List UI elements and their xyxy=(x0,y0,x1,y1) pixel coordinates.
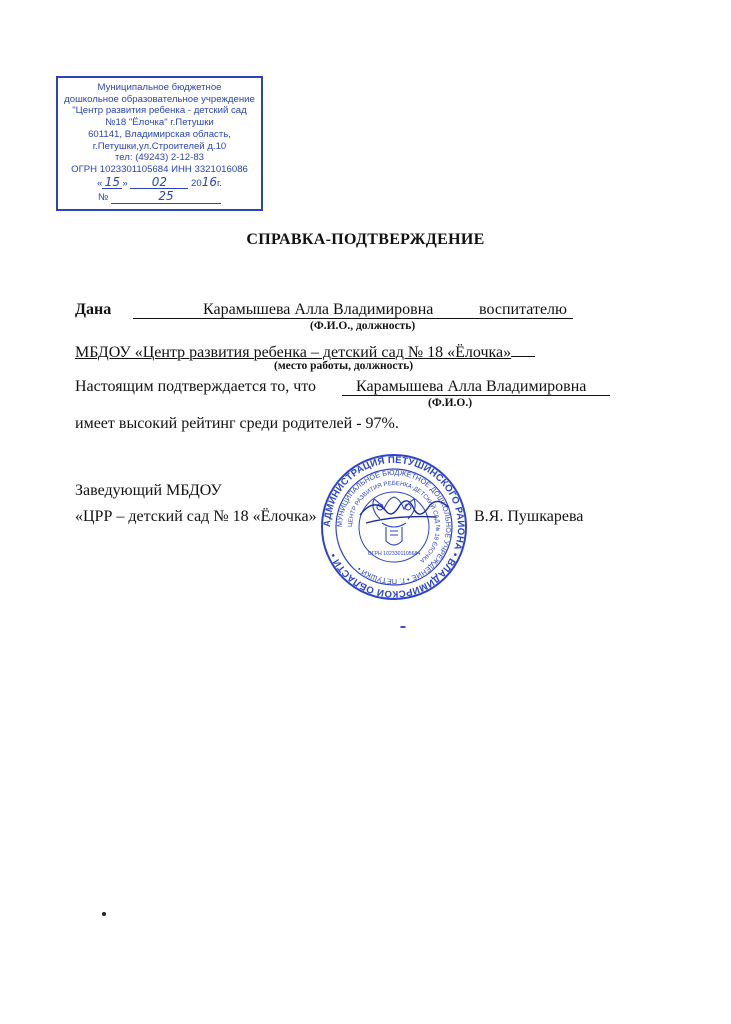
stamp-line: "Центр развития ребенка - детский сад xyxy=(72,105,247,117)
caption-workplace: (место работы, должность) xyxy=(274,360,414,372)
stamp-date: « 15 » 02 2016г. xyxy=(97,174,222,189)
head-title: Заведующий МБДОУ xyxy=(75,482,222,499)
registration-stamp xyxy=(56,76,263,211)
speck xyxy=(102,912,106,916)
given-label: Дана xyxy=(75,301,112,318)
stamp-line: №18 "Ёлочка" г.Петушки xyxy=(105,117,214,129)
stamp-year-prefix: 20 xyxy=(191,177,202,189)
caption-name-position: (Ф.И.О., должность) xyxy=(310,320,416,332)
seal-outer-text: АДМИНИСТРАЦИЯ ПЕТУШИНСКОГО РАЙОНА • ВЛАДИМИРСКОЙ ОБЛАСТИ • xyxy=(321,454,467,600)
stamp-year-end: г. xyxy=(216,177,222,189)
workplace-underline-tail xyxy=(511,341,535,357)
stamp-year-suffix: 16 xyxy=(201,174,217,189)
seal-inner-text: МУНИЦИПАЛЬНОЕ БЮДЖЕТНОЕ ДОШКОЛЬНОЕ УЧРЕЖДЕНИЕ • Г. ПЕТУШКИ • xyxy=(334,467,454,587)
workplace-text: МБДОУ «Центр развития ребенка – детский сад № 18 «Ёлочка» xyxy=(75,344,512,361)
seal-ring3-text: ЦЕНТР РАЗВИТИЯ РЕБЕНКА-ДЕТСКИЙ САД № 18 ЁЛОЧКА xyxy=(347,480,441,564)
stamp-number-line xyxy=(58,191,261,204)
stamp-line: Муниципальное бюджетное xyxy=(97,82,222,93)
seal-ogrn: ОГРН 1023301105684 xyxy=(367,551,421,557)
confirm-text: Настоящим подтверждается то, что xyxy=(75,378,317,395)
person-position: воспитателю xyxy=(479,301,567,318)
head-org: «ЦРР – детский сад № 18 «Ёлочка» xyxy=(75,508,317,525)
speck xyxy=(400,626,406,628)
official-round-seal xyxy=(320,453,468,601)
stamp-number-label: № xyxy=(98,192,109,204)
rating-line: имеет высокий рейтинг среди родителей - 97%. xyxy=(75,415,399,432)
stamp-line: дошкольное образовательное учреждение xyxy=(64,93,255,105)
stamp-number: 25 xyxy=(111,191,221,204)
stamp-line: ОГРН 1023301105684 ИНН 3321016086 xyxy=(71,163,248,175)
stamp-line: тел: (49243) 2-12-83 xyxy=(114,152,205,164)
person-name: Карамышева Алла Владимировна xyxy=(203,301,434,318)
eagle-emblem-icon xyxy=(373,497,415,545)
workplace-line xyxy=(75,341,535,362)
stamp-line: 601141, Владимирская область, xyxy=(88,128,231,140)
head-name: В.Я. Пушкарева xyxy=(474,508,584,525)
stamp-day: 15 xyxy=(102,177,122,190)
confirm-name: Карамышева Алла Владимировна xyxy=(356,378,587,395)
confirm-line xyxy=(75,378,316,396)
stamp-line: г.Петушки,ул.Строителей д.10 xyxy=(92,140,227,152)
caption-fio: (Ф.И.О.) xyxy=(428,397,473,409)
stamp-month: 02 xyxy=(130,177,188,190)
given-line xyxy=(75,301,111,319)
document-title: СПРАВКА-ПОДТВЕРЖДЕНИЕ xyxy=(246,231,485,248)
